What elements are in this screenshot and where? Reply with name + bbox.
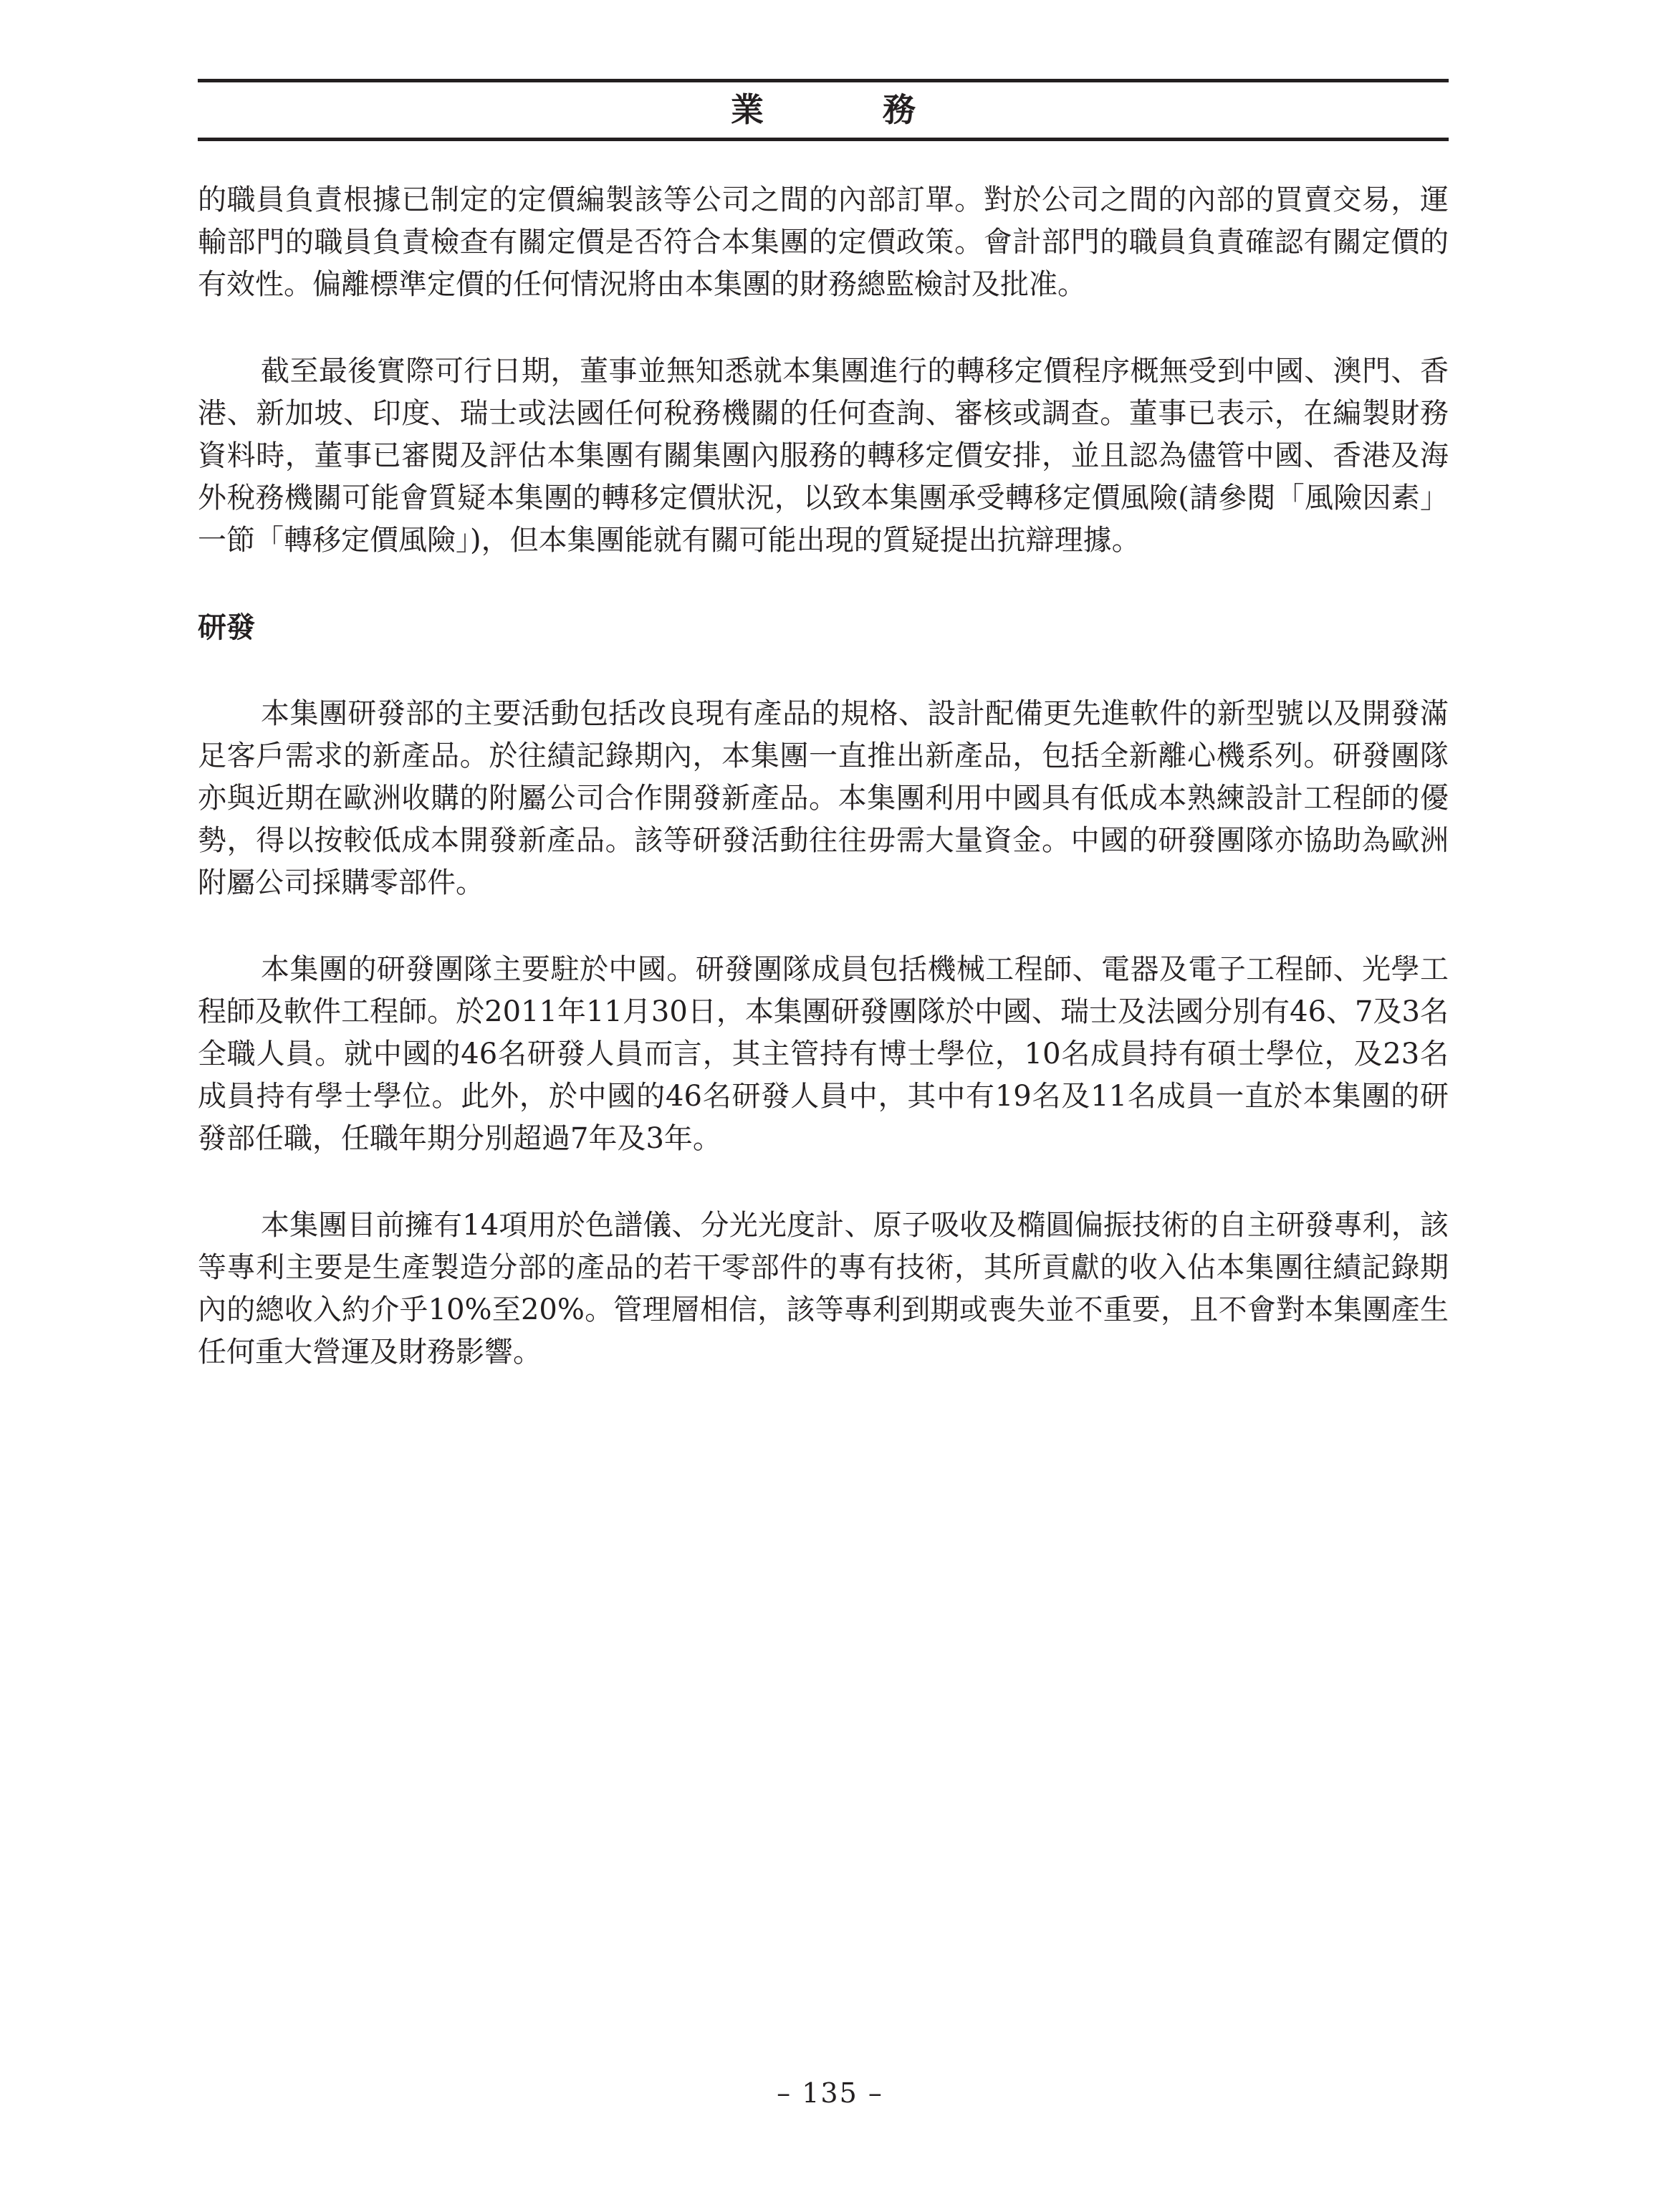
page-number: – 135 – [777,2077,883,2109]
section-heading-rd: 研發 [198,611,255,644]
header-bottom-rule [198,138,1449,141]
paragraph-transfer-pricing-continued: 的職員負責根據已制定的定價編製該等公司之間的內部訂單。對於公司之間的內部的買賣交易，運輸部門的職員負責檢查有關定價是否符合本集團的定價政策。會計部門的職員負責確認有關定價的有效性。偏離標準定價的任何情況將由本集團的財務總監檢討及批准。 [198,183,1449,301]
paragraph-tax-authority-enquiries: 截至最後實際可行日期，董事並無知悉就本集團進行的轉移定價程序概無受到中國、澳門、香港、新加坡、印度、瑞士或法國任何稅務機關的任何查詢、審核或調查。董事已表示，在編製財務資料時，董事已審閱及評估本集團有關集團內服務的轉移定價安排，並且認為儘管中國、香港及海外稅務機關可能會質疑本集團的轉移定價狀況，以致本集團承受轉移定價風險(請參閱「風險因素」一節「轉移定價風險」)，但本集團能就有關可能出現的質疑提出抗辯理據。 [198,355,1449,557]
document-body [198,179,1449,1418]
paragraph-patents: 本集團目前擁有14項用於色譜儀、分光光度計、原子吸收及橢圓偏振技術的自主研發專利，該等專利主要是生產製造分部的產品的若干零部件的專有技術，其所貢獻的收入佔本集團往績記錄期內的總收入約介乎10%至20%。管理層相信，該等專利到期或喪失並不重要，且不會對本集團產生任何重大營運及財務影響。 [198,1209,1449,1369]
header-top-rule [198,79,1449,82]
page-header-title: 業 務 [731,90,959,129]
paragraph-rd-activities: 本集團研發部的主要活動包括改良現有產品的規格、設計配備更先進軟件的新型號以及開發滿足客戶需求的新產品。於往績記錄期內，本集團一直推出新產品，包括全新離心機系列。研發團隊亦與近期在歐洲收購的附屬公司合作開發新產品。本集團利用中國具有低成本熟練設計工程師的優勢，得以按較低成本開發新產品。該等研發活動往往毋需大量資金。中國的研發團隊亦協助為歐洲附屬公司採購零部件。 [198,697,1449,899]
paragraph-rd-team: 本集團的研發團隊主要駐於中國。研發團隊成員包括機械工程師、電器及電子工程師、光學工程師及軟件工程師。於2011年11月30日，本集團研發團隊於中國、瑞士及法國分別有46、7及3名全職人員。就中國的46名研發人員而言，其主管持有博士學位，10名成員持有碩士學位，及23名成員持有學士學位。此外，於中國的46名研發人員中，其中有19名及11名成員一直於本集團的研發部任職，任職年期分別超過7年及3年。 [198,953,1449,1155]
